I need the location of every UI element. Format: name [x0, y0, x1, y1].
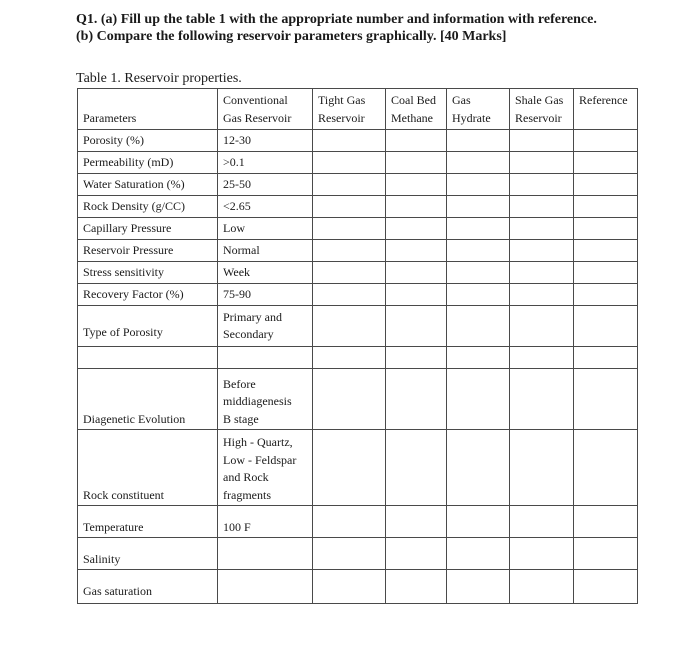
header-shale-gas: Shale Gas Reservoir	[510, 89, 574, 130]
cell-reference[interactable]	[574, 347, 638, 369]
table-row	[78, 196, 638, 218]
cell-reference[interactable]	[574, 306, 638, 347]
cell-shale-gas[interactable]	[510, 174, 574, 196]
cell-reference[interactable]	[574, 506, 638, 538]
cell-coal-bed[interactable]	[386, 130, 447, 152]
table-row	[78, 262, 638, 284]
row-conventional-value: 12-30	[218, 130, 313, 152]
cell-coal-bed[interactable]	[386, 262, 447, 284]
table-row	[78, 506, 638, 538]
row-parameter: Rock Density (g/CC)	[78, 196, 218, 218]
cell-coal-bed[interactable]	[386, 347, 447, 369]
cell-gas-hydrate[interactable]	[447, 218, 510, 240]
cell-tight-gas[interactable]	[313, 240, 386, 262]
table-row	[78, 218, 638, 240]
row-conventional-value	[218, 569, 313, 603]
cell-tight-gas[interactable]	[313, 174, 386, 196]
row-conventional-value: >0.1	[218, 152, 313, 174]
cell-coal-bed[interactable]	[386, 569, 447, 603]
cell-reference[interactable]	[574, 430, 638, 506]
cell-reference[interactable]	[574, 538, 638, 570]
question-line-a: Q1. (a) Fill up the table 1 with the appropriate number and information with reference.	[76, 12, 597, 27]
row-parameter: Permeability (mD)	[78, 152, 218, 174]
row-parameter: Gas saturation	[78, 569, 218, 603]
table-row	[78, 284, 638, 306]
question-text	[76, 11, 676, 45]
cell-shale-gas[interactable]	[510, 538, 574, 570]
cell-coal-bed[interactable]	[386, 218, 447, 240]
cell-coal-bed[interactable]	[386, 152, 447, 174]
row-conventional-value: Low	[218, 218, 313, 240]
table-row	[78, 569, 638, 603]
row-parameter: Stress sensitivity	[78, 262, 218, 284]
cell-gas-hydrate[interactable]	[447, 284, 510, 306]
cell-coal-bed[interactable]	[386, 506, 447, 538]
reservoir-properties-table	[77, 88, 638, 604]
row-parameter: Capillary Pressure	[78, 218, 218, 240]
cell-gas-hydrate[interactable]	[447, 240, 510, 262]
cell-tight-gas[interactable]	[313, 130, 386, 152]
cell-coal-bed[interactable]	[386, 538, 447, 570]
cell-gas-hydrate[interactable]	[447, 152, 510, 174]
table-row	[78, 347, 638, 369]
cell-reference[interactable]	[574, 218, 638, 240]
cell-tight-gas[interactable]	[313, 506, 386, 538]
cell-tight-gas[interactable]	[313, 152, 386, 174]
table-row	[78, 430, 638, 506]
header-gas-hydrate: Gas Hydrate	[447, 89, 510, 130]
row-conventional-value	[218, 538, 313, 570]
cell-tight-gas[interactable]	[313, 284, 386, 306]
cell-coal-bed[interactable]	[386, 196, 447, 218]
cell-tight-gas[interactable]	[313, 306, 386, 347]
row-parameter: Recovery Factor (%)	[78, 284, 218, 306]
cell-tight-gas[interactable]	[313, 569, 386, 603]
row-conventional-value: 25-50	[218, 174, 313, 196]
row-parameter: Type of Porosity	[78, 306, 218, 347]
header-coal-bed: Coal Bed Methane	[386, 89, 447, 130]
cell-gas-hydrate[interactable]	[447, 174, 510, 196]
cell-coal-bed[interactable]	[386, 430, 447, 506]
cell-shale-gas[interactable]	[510, 306, 574, 347]
row-conventional-value: <2.65	[218, 196, 313, 218]
row-conventional-value	[218, 347, 313, 369]
cell-shale-gas[interactable]	[510, 284, 574, 306]
row-conventional-value: Before middiagenesis B stage	[218, 369, 313, 430]
table-row	[78, 152, 638, 174]
table-row	[78, 130, 638, 152]
cell-shale-gas[interactable]	[510, 196, 574, 218]
row-parameter: Temperature	[78, 506, 218, 538]
cell-reference[interactable]	[574, 240, 638, 262]
table-row	[78, 369, 638, 430]
cell-shale-gas[interactable]	[510, 347, 574, 369]
cell-gas-hydrate[interactable]	[447, 196, 510, 218]
header-tight-gas: Tight Gas Reservoir	[313, 89, 386, 130]
cell-reference[interactable]	[574, 196, 638, 218]
cell-reference[interactable]	[574, 152, 638, 174]
cell-gas-hydrate[interactable]	[447, 130, 510, 152]
cell-tight-gas[interactable]	[313, 347, 386, 369]
row-parameter: Rock constituent	[78, 430, 218, 506]
cell-tight-gas[interactable]	[313, 218, 386, 240]
cell-gas-hydrate[interactable]	[447, 430, 510, 506]
row-conventional-value: Week	[218, 262, 313, 284]
table-row	[78, 306, 638, 347]
cell-gas-hydrate[interactable]	[447, 369, 510, 430]
row-parameter	[78, 347, 218, 369]
row-parameter: Diagenetic Evolution	[78, 369, 218, 430]
cell-shale-gas[interactable]	[510, 369, 574, 430]
row-parameter: Water Saturation (%)	[78, 174, 218, 196]
cell-tight-gas[interactable]	[313, 369, 386, 430]
cell-shale-gas[interactable]	[510, 218, 574, 240]
table-header-row	[78, 89, 638, 130]
question-line-b: (b) Compare the following reservoir parameters graphically. [40 Marks]	[76, 29, 507, 44]
row-conventional-value: Primary and Secondary	[218, 306, 313, 347]
row-parameter: Reservoir Pressure	[78, 240, 218, 262]
cell-shale-gas[interactable]	[510, 152, 574, 174]
row-conventional-value: 100 F	[218, 506, 313, 538]
cell-coal-bed[interactable]	[386, 306, 447, 347]
cell-gas-hydrate[interactable]	[447, 347, 510, 369]
row-conventional-value: High - Quartz, Low - Feldspar and Rock fragments	[218, 430, 313, 506]
cell-gas-hydrate[interactable]	[447, 506, 510, 538]
cell-shale-gas[interactable]	[510, 240, 574, 262]
row-parameter: Salinity	[78, 538, 218, 570]
cell-gas-hydrate[interactable]	[447, 262, 510, 284]
cell-coal-bed[interactable]	[386, 240, 447, 262]
header-parameters: Parameters	[78, 89, 218, 130]
cell-reference[interactable]	[574, 369, 638, 430]
cell-coal-bed[interactable]	[386, 369, 447, 430]
cell-shale-gas[interactable]	[510, 430, 574, 506]
row-conventional-value: 75-90	[218, 284, 313, 306]
cell-coal-bed[interactable]	[386, 174, 447, 196]
table-row	[78, 240, 638, 262]
cell-reference[interactable]	[574, 569, 638, 603]
cell-gas-hydrate[interactable]	[447, 538, 510, 570]
cell-reference[interactable]	[574, 284, 638, 306]
cell-gas-hydrate[interactable]	[447, 569, 510, 603]
header-conventional: Conventional Gas Reservoir	[218, 89, 313, 130]
cell-tight-gas[interactable]	[313, 262, 386, 284]
cell-gas-hydrate[interactable]	[447, 306, 510, 347]
header-reference: Reference	[574, 89, 638, 130]
table-caption: Table 1. Reservoir properties.	[76, 71, 242, 86]
cell-shale-gas[interactable]	[510, 569, 574, 603]
table-row	[78, 174, 638, 196]
cell-reference[interactable]	[574, 130, 638, 152]
cell-tight-gas[interactable]	[313, 538, 386, 570]
cell-tight-gas[interactable]	[313, 430, 386, 506]
cell-shale-gas[interactable]	[510, 262, 574, 284]
cell-shale-gas[interactable]	[510, 506, 574, 538]
row-parameter: Porosity (%)	[78, 130, 218, 152]
cell-coal-bed[interactable]	[386, 284, 447, 306]
cell-shale-gas[interactable]	[510, 130, 574, 152]
cell-reference[interactable]	[574, 262, 638, 284]
cell-reference[interactable]	[574, 174, 638, 196]
row-conventional-value: Normal	[218, 240, 313, 262]
table-row	[78, 538, 638, 570]
cell-tight-gas[interactable]	[313, 196, 386, 218]
